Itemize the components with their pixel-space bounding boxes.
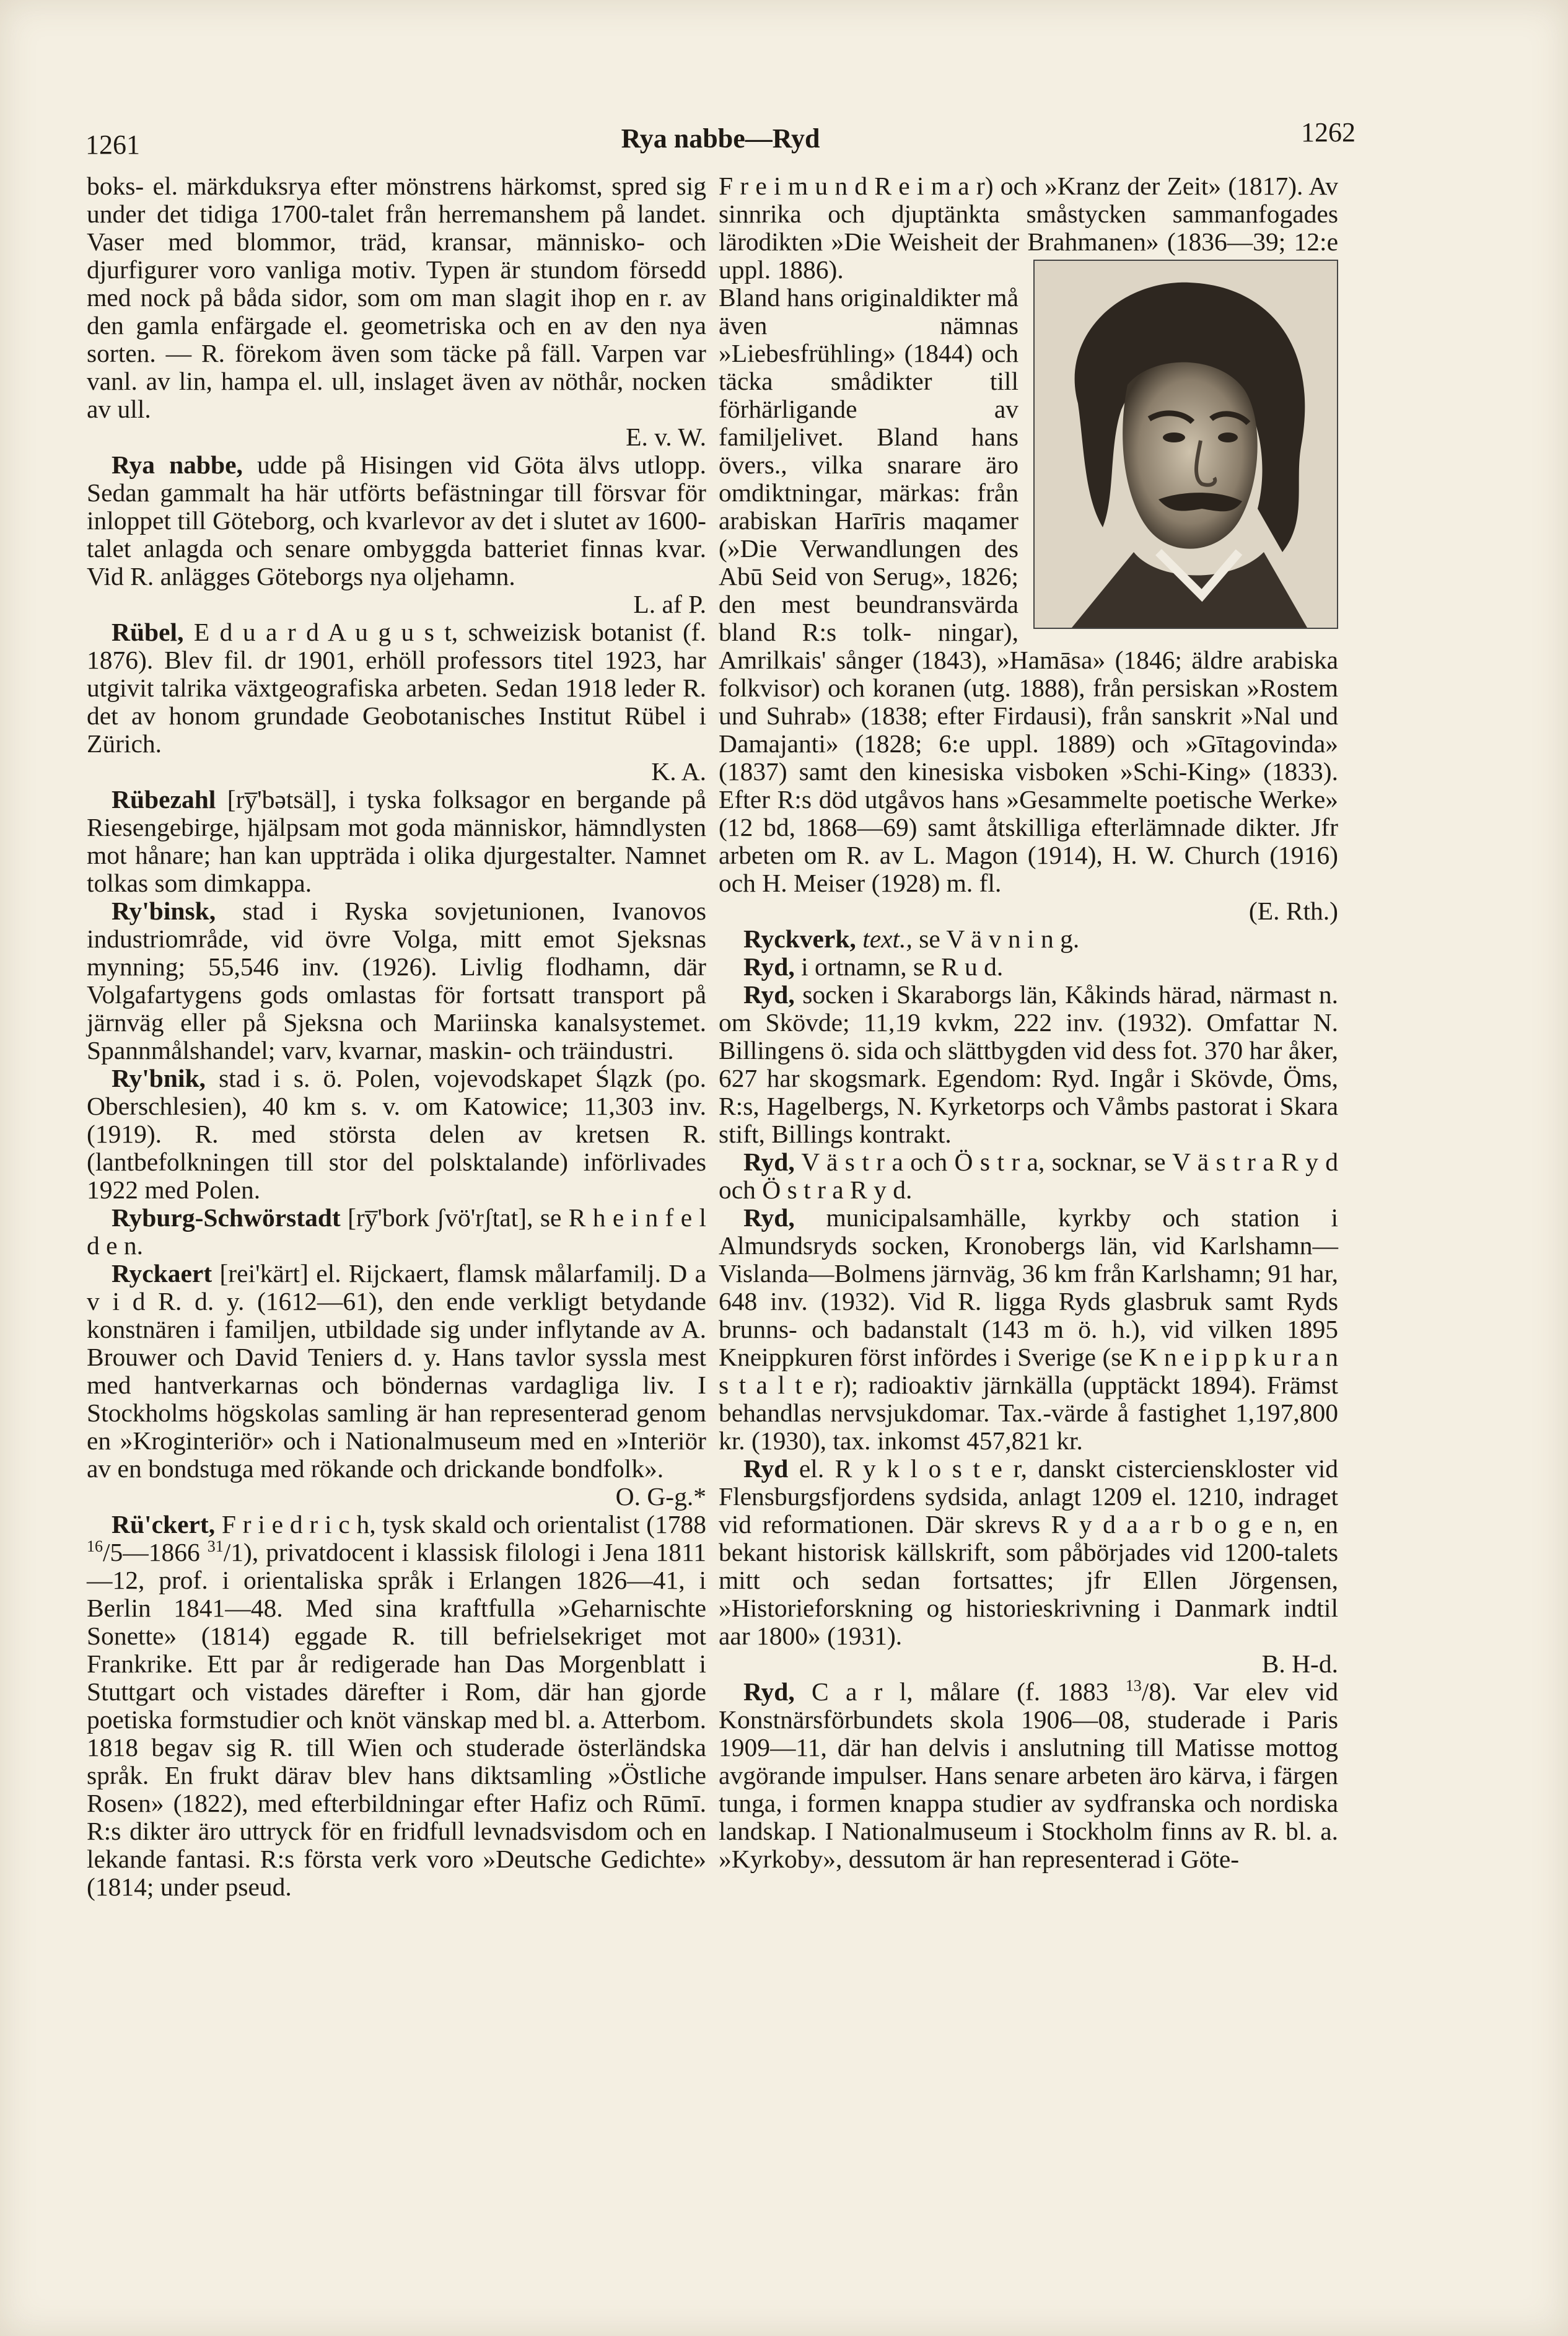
entry-ryd-municipalsamhalle bbox=[719, 1204, 1338, 1455]
headword: Rya nabbe, bbox=[112, 450, 243, 479]
abbreviation: text., bbox=[856, 924, 913, 953]
entry-text: F r i e d r i c h, tysk skald och orientalist (1788 bbox=[215, 1510, 706, 1539]
entry-text: i ortnamn, se R u d. bbox=[794, 952, 1004, 981]
entry-text: /8). Var elev vid Konstnärsförbundets skola 1906—08, studerade i Paris 1909—11, där han delvis i anslutning till Matisse mottog avgörande impulser. Hans senare arbeten äro kärva, i färgen tunga, i formen knappa studier av sydfranska och nordiska landskap. I Nationalmuseum i Stockholm finns av R. bl. a. »Kyrkoby», dessutom är han representerad i Göte- bbox=[719, 1677, 1339, 1873]
headword: Ryd, bbox=[743, 1148, 795, 1176]
author-signature: L. af P. bbox=[633, 590, 706, 618]
superscript: 16 bbox=[87, 1537, 103, 1556]
page-number-right: 1262 bbox=[1301, 117, 1356, 147]
headword: Ryburg-Schwörstadt bbox=[112, 1203, 341, 1232]
entry-rybinsk bbox=[87, 897, 706, 1065]
entry-text: ningar), Amrilkais' sånger (1843), »Hamāsa» (1846; äldre arabiska folkvisor) och koranen (utg. 1888), från persiskan »Rostem und Suhrab» (1838; efter Firdausi), från sanskrit »Nal und Damajanti» (1828; 6:e uppl. 1889) och »Gītagovinda» (1837) samt den kinesiska visboken »Schi-King» (1833). Efter R:s död utgåvos hans »Gesammelte poetische Werke» (12 bd, 1868—69) samt åtskilliga efterlämnade dikter. Jfr arbeten om R. av L. Magon (1914), H. W. Church (1916) och H. Meiser (1928) m. fl. bbox=[719, 618, 1338, 897]
entry-rya-continued bbox=[87, 172, 706, 451]
left-column bbox=[87, 172, 706, 1901]
entry-text: C a r l, målare (f. 1883 bbox=[794, 1677, 1126, 1706]
entry-ryd-carl bbox=[719, 1678, 1338, 1873]
entry-text: socken i Skaraborgs län, Kåkinds härad, närmast n. om Skövde; 11,19 kvkm, 222 inv. (1932). Omfattar N. Billingens ö. sida och slättbygden vid dess fot. 370 har åker, 627 har skogsmark. Egendom: Ryd. Ingår i Skövde, Öms, R:s, Hagelbergs, N. Kyrketorps och Våmbs pastorat i Skara stift, Billings kontrakt. bbox=[719, 980, 1338, 1148]
entry-text: [ry̅'bork ʃvö'rʃtat], se R h e i n f e l d e n. bbox=[87, 1203, 706, 1260]
portrait-engraving-icon bbox=[1035, 261, 1337, 628]
author-signature: E. v. W. bbox=[626, 423, 706, 451]
entry-ryburg bbox=[87, 1204, 706, 1260]
entry-ryd-kloster bbox=[719, 1455, 1338, 1678]
entry-text: /5—1866 bbox=[103, 1538, 208, 1566]
entry-ryckverk bbox=[719, 925, 1338, 953]
author-signature: O. G-g.* bbox=[615, 1482, 706, 1511]
entry-text: [ry̅'bətsäl], i tyska folksagor en bergande på Riesengebirge, hjälpsam mot goda människor, hämndlysten mot hånare; han kan uppträda i olika djurgestalter. Namnet tolkas som dimkappa. bbox=[87, 785, 706, 897]
entry-rybnik bbox=[87, 1065, 706, 1204]
entry-text: udde på Hisingen vid Göta älvs utlopp. Sedan gammalt ha här utförts befästningar till försvar för inloppet till Göteborg, och kvarlevor av det i slutet av 1600-talet anlagda och senare ombyggda batteriet finnas kvar. Vid R. anlägges Göteborgs nya oljehamn. bbox=[87, 450, 706, 591]
entry-text: /1), privatdocent i klassisk filologi i Jena 1811—12, prof. i orientaliska språk i Erlangen 1826—41, i Berlin 1841—48. Med sina kraftfulla »Geharnischte Sonette» (1814) eggade R. till befrielsekriget mot Frankrike. Ett par år redigerade han Das Morgenblatt i Stuttgart och vistades därefter i Rom, där han gjorde poetiska formstudier och knöt vänskap med bl. a. Atterbom. 1818 begav sig R. till Wien och studerade österländska språk. En frukt därav blev hans diktsamling »Östliche Rosen» (1822), med efterbildningar efter Hafiz och Rūmī. R:s dikter äro uttryck för en fridfull levnadsvisdom och en lekande fantasi. R:s första verk voro »Deutsche Gedichte» (1814; under pseud. bbox=[87, 1538, 706, 1901]
entry-text: stad i Ryska sovjetunionen, Ivanovos industriområde, vid övre Volga, mitt emot Sjeksnas mynning; 55,546 inv. (1926). Livlig flodhamn, där Volgafartygens gods omlastas för fortsatt transport på järnväg eller på Sjeksna och Mariinska kanalsystemet. Spannmålshandel; varv, kvarnar, maskin- och träindustri. bbox=[87, 897, 706, 1065]
superscript: 31 bbox=[207, 1537, 224, 1556]
entry-text: se V ä v n i n g. bbox=[912, 924, 1080, 953]
headword: Ryd, bbox=[743, 980, 795, 1009]
headword: Ry'binsk, bbox=[112, 897, 216, 925]
entry-rubel bbox=[87, 618, 706, 786]
author-signature: K. A. bbox=[651, 757, 706, 786]
entry-ruckert-continued bbox=[719, 172, 1338, 284]
superscript: 13 bbox=[1125, 1677, 1142, 1695]
entry-ryckaert bbox=[87, 1260, 706, 1511]
headword: Ryckaert bbox=[112, 1259, 212, 1288]
entry-text: municipalsamhälle, kyrkby och station i Almundsryds socken, Kronobergs län, vid Karlshamn—Vislanda—Bolmens järnväg, 36 km från Karlshamn; 91 har, 648 inv. (1932). Vid R. ligga Ryds glasbruk samt Ryds brunns- och badanstalt (143 m ö. h.), vid vilken 1895 Kneippkuren först infördes i Sverige (se K n e i p p k u r a n s t a l t e r); radioaktiv järnkälla (upptäckt 1894). Främst behandlas nervsjukdomar. Tax.-värde å fastighet 1,197,800 kr. (1930), tax. inkomst 457,821 kr. bbox=[719, 1203, 1338, 1455]
entry-text: stad i s. ö. Polen, vojevodskapet Ślązk (po. Oberschlesien), 40 km s. v. om Katowice; 11,303 inv. (1919). R. med största delen av kretsen R. (lantbefolkningen till stor del polsktalande) införlivades 1922 med Polen. bbox=[87, 1064, 706, 1204]
headword: Rü'ckert, bbox=[112, 1510, 216, 1539]
headword: Rübel, bbox=[112, 618, 184, 646]
entry-text: E d u a r d A u g u s t, schweizisk botanist (f. 1876). Blev fil. dr 1901, erhöll professors titel 1923, har utgivit talrika växtgeografiska arbeten. Sedan 1918 leder R. det av honom grundade Geobotanisches Institut Rübel i Zürich. bbox=[87, 618, 706, 758]
entry-text: el. R y k l o s t e r, danskt cistercienskloster vid Flensburgsfjordens sydsida, anlagt 1209 el. 1210, indraget vid reformationen. Där skrevs R y d a a r b o g e n, en bekant historisk källskrift, som påbörjades vid 1200-talets mitt och sedan fortsattes; jfr Ellen Jörgensen, »Historieforskning og historieskrivning i Danmark indtil aar 1800» (1931). bbox=[719, 1454, 1338, 1650]
headword: Ry'bnik, bbox=[112, 1064, 206, 1092]
entry-text: boks- el. märkduksrya efter mönstrens härkomst, spred sig under det tidiga 1700-talet från herremanshem på landet. Vaser med blommor, träd, kransar, människo- och djurfigurer voro vanliga motiv. Typen är stundom försedd med nock på båda sidor, som om man slagit ihop en r. av den gamla enfärgade el. geometriska och en av den nya sorten. — R. förekom även som täcke på fäll. Varpen var vanl. av lin, hampa el. ull, inslaget även av nöthår, nocken av ull. bbox=[87, 172, 706, 423]
entry-rubezahl bbox=[87, 786, 706, 897]
headword: Ryd, bbox=[743, 1677, 795, 1706]
page-number-left: 1261 bbox=[85, 130, 140, 160]
entry-rya-nabbe bbox=[87, 451, 706, 618]
author-signature: B. H-d. bbox=[1261, 1649, 1338, 1678]
entry-text: V ä s t r a och Ö s t r a, socknar, se V ä s t r a R y d och Ö s t r a R y d. bbox=[719, 1148, 1338, 1204]
entry-ryd-vastra-ostra bbox=[719, 1148, 1338, 1204]
right-column bbox=[719, 172, 1338, 1873]
entry-ryd-ortnamn bbox=[719, 953, 1338, 981]
portrait-image bbox=[1033, 260, 1338, 629]
entry-text: [rei'kärt] el. Rijckaert, flamsk målarfamilj. D a v i d R. d. y. (1612—61), den ende verkligt betydande konstnären i familjen, utbildade sig under inflytande av A. Brouwer och David Teniers d. y. Hans tavlor syssla mest med hantverkarnas och böndernas vardagliga liv. I Stockholms högskolas samling är han representerad genom en »Kroginteriör» och i Nationalmuseum med en »Interiör av en bondstuga med rökande och drickande bondfolk». bbox=[87, 1259, 706, 1483]
headword: Ryd, bbox=[743, 952, 795, 981]
author-signature: (E. Rth.) bbox=[1248, 897, 1338, 925]
headword: Rübezahl bbox=[112, 785, 216, 814]
entry-text: Bland hans originaldikter må även nämnas »Liebesfrühling» (1844) och täcka smådikter till förhärligande av familjelivet. Bland hans övers., vilka snarare äro omdiktningar, märkas: från arabiskan Harīris maqamer (»Die Verwandlungen des Abū Seid von Serug», 1826; den mest beundransvärda bland R:s tolk- bbox=[719, 283, 1018, 646]
entry-ryd-socken bbox=[719, 981, 1338, 1148]
headword: Ryckverk, bbox=[743, 924, 856, 953]
headword: Ryd bbox=[743, 1454, 789, 1483]
running-title: Rya nabbe—Ryd bbox=[621, 123, 820, 154]
page-header bbox=[85, 116, 1356, 166]
headword: Ryd, bbox=[743, 1203, 795, 1232]
entry-text: F r e i m u n d R e i m a r) och »Kranz der Zeit» (1817). Av sinnrika och djuptänkta småstycken sammanfogades lärodikten »Die Weisheit der Brahmanen» (1836—39; 12:e uppl. 1886). bbox=[719, 172, 1338, 284]
entry-ruckert bbox=[87, 1511, 706, 1901]
